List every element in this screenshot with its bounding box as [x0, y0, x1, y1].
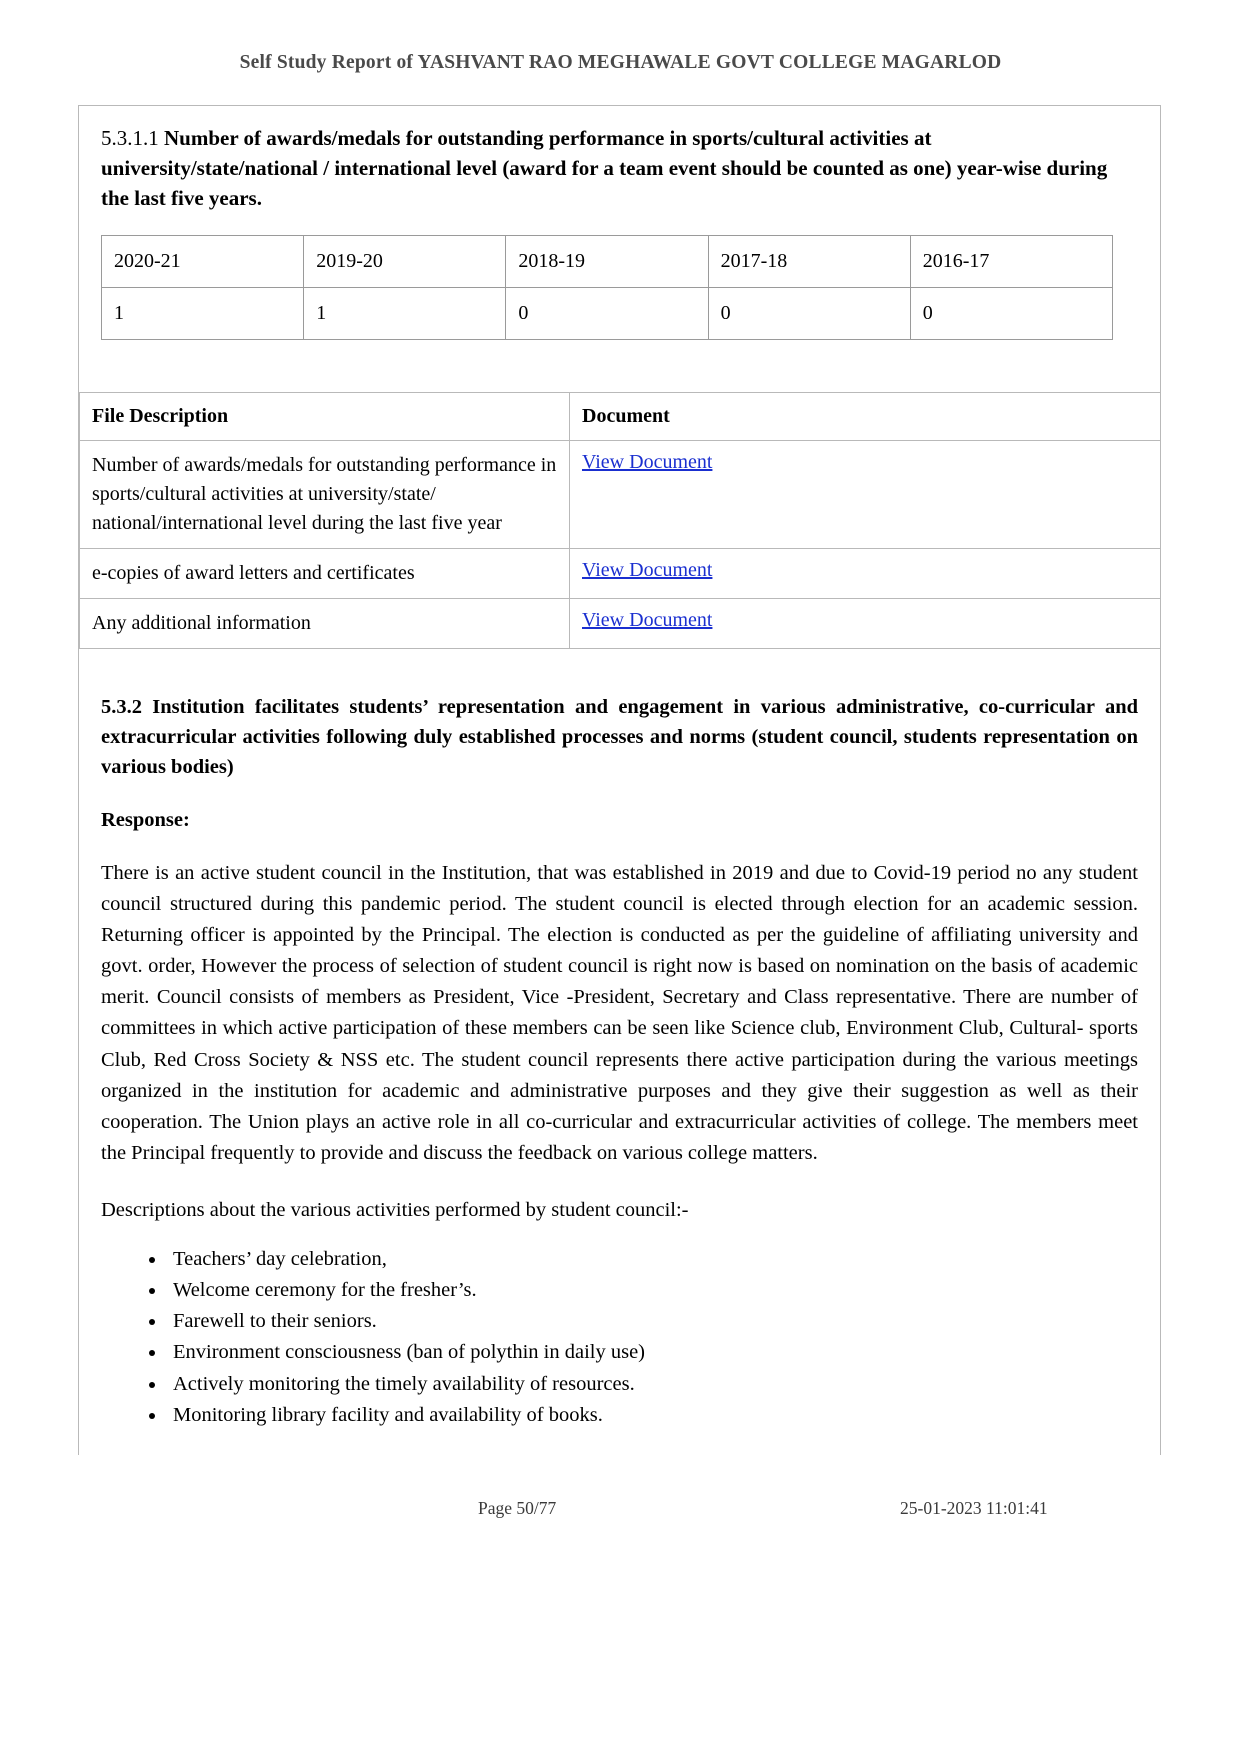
spacer	[79, 340, 1160, 392]
count-cell: 1	[304, 288, 506, 340]
list-item: • Environment consciousness (ban of polythin in daily use)	[167, 1337, 1138, 1368]
year-cell: 2018-19	[506, 236, 708, 288]
view-document-link[interactable]: View Document	[582, 451, 713, 474]
document-cell	[570, 599, 1161, 649]
activities-list	[101, 1244, 1138, 1431]
count-cell: 0	[910, 288, 1112, 340]
file-description-cell: e-copies of award letters and certificates	[80, 549, 570, 599]
section-gap	[79, 649, 1160, 673]
file-description-cell: Any additional information	[80, 599, 570, 649]
table-row	[80, 549, 1161, 599]
table-header-row	[80, 393, 1161, 441]
page-header: Self Study Report of YASHVANT RAO MEGHAWALE GOVT COLLEGE MAGARLOD	[239, 52, 1002, 73]
section-532	[79, 673, 1160, 1450]
response-label: Response:	[101, 808, 190, 831]
count-cell: 1	[102, 288, 304, 340]
year-cell: 2019-20	[304, 236, 506, 288]
list-item: • Actively monitoring the timely availability of resources.	[167, 1369, 1138, 1400]
question-number: 5.3.1.1	[101, 126, 159, 150]
table-row	[80, 599, 1161, 649]
document-cell	[570, 549, 1161, 599]
year-cell: 2017-18	[708, 236, 910, 288]
list-item: • Teachers’ day celebration,	[167, 1244, 1138, 1275]
year-cell: 2016-17	[910, 236, 1112, 288]
question-5311-title	[79, 106, 1160, 219]
column-header-file-description: File Description	[80, 393, 570, 441]
view-document-link[interactable]: View Document	[582, 609, 713, 632]
question-532-title: 5.3.2 Institution facilitates students’ representation and engagement in various administrative, co-curricular and extracurricular activities following duly established processes and norms (student council, students representation on various bodies)	[101, 696, 1138, 778]
awards-year-table	[101, 235, 1113, 340]
list-item: • Farewell to their seniors.	[167, 1306, 1138, 1337]
bottom-gap	[101, 1431, 1138, 1451]
footer-timestamp: 25-01-2023 11:01:41	[900, 1498, 1048, 1518]
column-header-document: Document	[570, 393, 1161, 441]
count-cell: 0	[708, 288, 910, 340]
list-item: • Welcome ceremony for the fresher’s.	[167, 1275, 1138, 1306]
file-description-table	[79, 392, 1161, 649]
question-text: Number of awards/medals for outstanding performance in sports/cultural activities at university/state/national / international level (award for a team event should be counted as one) year-wise during the last five years.	[101, 126, 1108, 210]
list-item: • Monitoring library facility and availability of books.	[167, 1400, 1138, 1431]
file-description-cell: Number of awards/medals for outstanding performance in sports/cultural activities at university/state/ national/international level during the last five year	[80, 441, 570, 549]
year-cell: 2020-21	[102, 236, 304, 288]
document-cell	[570, 441, 1161, 549]
view-document-link[interactable]: View Document	[582, 559, 713, 582]
response-paragraph: There is an active student council in the Institution, that was established in 2019 and due to Covid-19 period no any student council structured during this pandemic period. The student council is elected through election for an academic session. Returning officer is appointed by the Principal. The election is conducted as per the guideline of affiliating university and govt. order, However the process of selection of student council is right now is based on nomination on the basis of academic merit. Council consists of members as President, Vice -President, Secretary and Class representative. There are number of committees in which active participation of these members can be seen like Science club, Environment Club, Cultural- sports Club, Red Cross Society & NSS etc. The student council represents there active participation during the various meetings organized in the institution for academic and administrative purposes and they give their suggestion as well as their cooperation. The Union plays an active role in all co-curricular and extracurricular activities of college. The members meet the Principal frequently to provide and discuss the feedback on various college matters.	[101, 861, 1138, 1164]
table-row-counts	[102, 288, 1113, 340]
page-number: Page 50/77	[478, 1498, 557, 1518]
count-cell: 0	[506, 288, 708, 340]
content-frame	[78, 105, 1161, 1455]
table-row	[80, 441, 1161, 549]
table-row-years	[102, 236, 1113, 288]
activities-intro: Descriptions about the various activities performed by student council:-	[101, 1199, 689, 1222]
